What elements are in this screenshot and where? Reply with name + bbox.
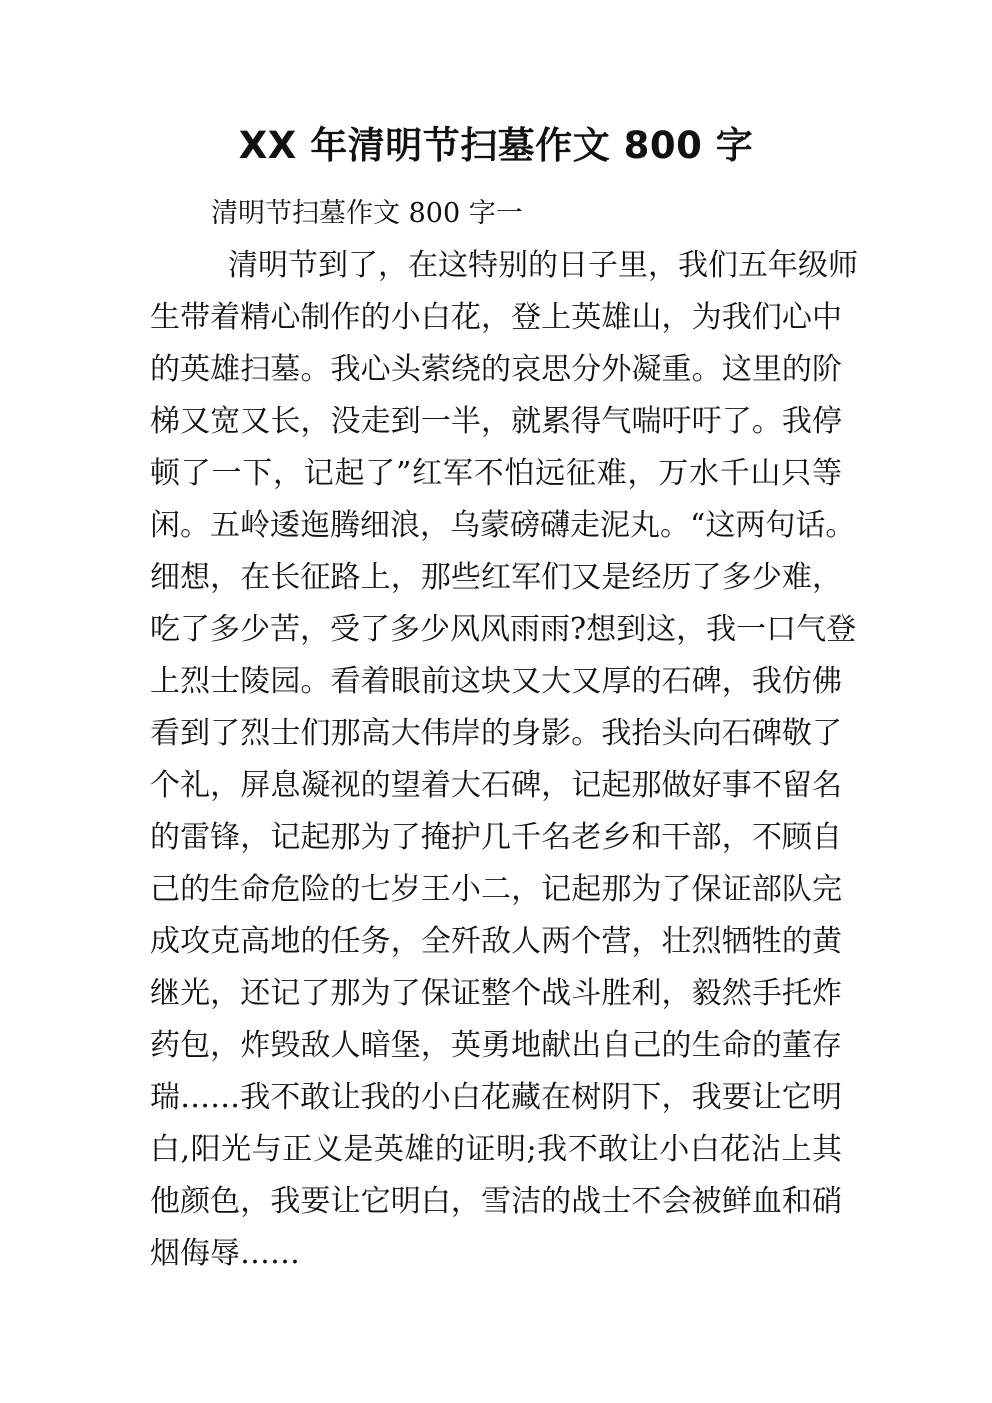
body-line: 白,阳光与正义是英雄的证明;我不敢让小白花沾上其	[150, 1132, 842, 1167]
document-title: XX 年清明节扫墓作文 800 字	[238, 124, 754, 167]
body-line: 梯又宽又长，没走到一半，就累得气喘吁吁了。我停	[150, 404, 842, 439]
essay-body	[150, 240, 858, 1280]
body-line: 成攻克高地的任务，全歼敌人两个营，壮烈牺牲的黄	[150, 924, 842, 959]
body-line: 细想，在长征路上，那些红军们又是经历了多少难，	[150, 560, 842, 595]
body-line: 继光，还记了那为了保证整个战斗胜利，毅然手托炸	[150, 976, 842, 1011]
body-line: 上烈士陵园。看着眼前这块又大又厚的石碑，我仿佛	[150, 664, 842, 699]
body-line: 闲。五岭逶迤腾细浪，乌蒙磅礴走泥丸。“这两句话。	[150, 508, 856, 543]
body-line: 个礼，屏息凝视的望着大石碑，记起那做好事不留名	[150, 768, 842, 803]
body-line: 烟侮辱……	[150, 1236, 300, 1271]
body-line: 清明节到了，在这特别的日子里，我们五年级师	[228, 248, 858, 283]
body-line: 他颜色，我要让它明白，雪洁的战士不会被鲜血和硝	[150, 1184, 842, 1219]
body-line: 生带着精心制作的小白花，登上英雄山，为我们心中	[150, 300, 842, 335]
body-line: 瑞……我不敢让我的小白花藏在树阴下，我要让它明	[150, 1080, 842, 1115]
body-line: 顿了一下，记起了”红军不怕远征难，万水千山只等	[150, 456, 842, 491]
body-line: 己的生命危险的七岁王小二，记起那为了保证部队完	[150, 872, 842, 907]
body-line: 看到了烈士们那高大伟岸的身影。我抬头向石碑敬了	[150, 716, 842, 751]
body-line: 的雷锋，记起那为了掩护几千名老乡和干部，不顾自	[150, 820, 842, 855]
section-heading: 清明节扫墓作文 800 字一	[211, 198, 523, 229]
body-line: 药包，炸毁敌人暗堡，英勇地献出自己的生命的董存	[150, 1028, 842, 1063]
body-line: 的英雄扫墓。我心头萦绕的哀思分外凝重。这里的阶	[150, 352, 842, 387]
body-line: 吃了多少苦，受了多少风风雨雨?想到这，我一口气登	[150, 612, 857, 647]
